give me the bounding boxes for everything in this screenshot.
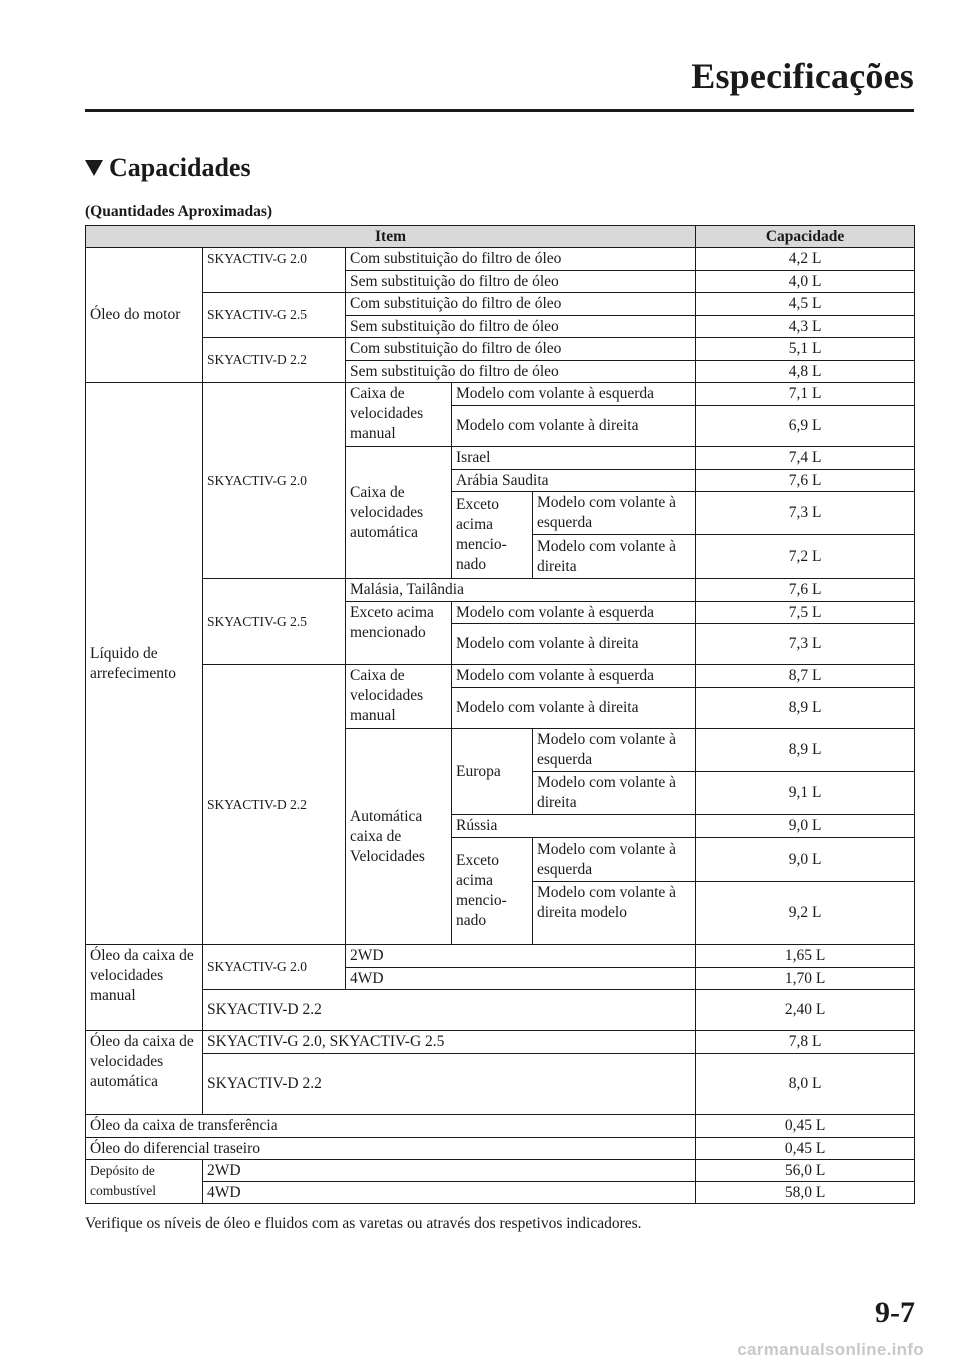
column-header-capacity: Capacidade [696,226,915,248]
column-header-item: Item [86,226,696,248]
page-header-title: Especificações [691,56,914,96]
table-row [86,579,915,602]
item-cell: Modelo com volante à esquerda [452,665,696,688]
category-cell: Óleo do motor [86,248,203,383]
item-cell: Modelo com volante à direita [452,688,696,729]
capacity-cell: 4,5 L [696,293,915,316]
capacity-cell: 9,0 L [696,838,915,882]
item-cell: 4WD [203,1182,696,1204]
capacity-cell: 0,45 L [696,1138,915,1160]
item-cell: Óleo da caixa de transferência [86,1115,696,1138]
item-cell: Modelo com volante à esquerda [452,602,696,624]
capacity-cell: 4,2 L [696,248,915,271]
capacity-cell: 6,9 L [696,406,915,447]
capacity-cell: 7,8 L [696,1031,915,1054]
table-row [86,1115,915,1138]
transmission-cell: Caixa de velocidades manual [346,383,452,447]
capacity-cell: 7,2 L [696,535,915,579]
item-cell: Malásia, Tailândia [346,579,696,602]
category-cell: Óleo da caixa de velocidades automática [86,1031,203,1115]
item-cell: Modelo com volante à esquerda [533,838,696,882]
capacity-cell: 7,4 L [696,447,915,470]
page-number: 9-7 [875,1296,915,1329]
region-cell: Europa [452,729,533,815]
category-cell: Depósito de combustível [86,1160,203,1204]
item-cell: SKYACTIV-D 2.2 [203,990,696,1031]
item-cell: Modelo com volante à direita [452,624,696,665]
capacity-cell: 4,3 L [696,316,915,338]
table-row [86,945,915,968]
section-subtitle: (Quantidades Aproximadas) [85,203,273,220]
item-cell: 4WD [346,968,696,990]
engine-cell: SKYACTIV-D 2.2 [203,338,346,383]
capacity-cell: 5,1 L [696,338,915,361]
capacity-cell: 7,6 L [696,579,915,602]
capacity-cell: 4,8 L [696,361,915,383]
engine-cell: SKYACTIV-G 2.5 [203,293,346,338]
item-cell: Com substituição do filtro de óleo [346,293,696,316]
table-header-row [86,226,915,248]
table-row [86,338,915,361]
capacity-cell: 8,9 L [696,729,915,772]
transmission-cell: Caixa de velocidades manual [346,665,452,729]
item-cell: 2WD [203,1160,696,1182]
item-cell: Modelo com volante à direita modelo [533,882,696,945]
capacity-cell: 56,0 L [696,1160,915,1182]
capacity-cell: 7,3 L [696,624,915,665]
item-cell: Arábia Saudita [452,470,696,492]
table-row [86,665,915,688]
section-title [85,155,251,181]
item-cell: SKYACTIV-G 2.0, SKYACTIV-G 2.5 [203,1031,696,1054]
item-cell: 2WD [346,945,696,968]
capacity-cell: 0,45 L [696,1115,915,1138]
capacity-cell: 1,70 L [696,968,915,990]
table-row [86,990,915,1031]
item-cell: Sem substituição do filtro de óleo [346,361,696,383]
item-cell: Modelo com volante à esquerda [452,383,696,406]
table-row [86,383,915,406]
region-cell: Exceto acima mencio- nado [452,838,533,945]
table-row [86,1031,915,1054]
transmission-cell: Automática caixa de Velocidades [346,729,452,945]
table-row [86,1182,915,1204]
capacity-cell: 8,0 L [696,1054,915,1115]
transmission-cell: Caixa de velocidades automática [346,447,452,579]
triangle-down-icon [85,160,103,176]
engine-cell: SKYACTIV-G 2.5 [203,579,346,665]
capacity-cell: 7,1 L [696,383,915,406]
item-cell: Com substituição do filtro de óleo [346,338,696,361]
engine-cell: SKYACTIV-G 2.0 [203,383,346,579]
item-cell: Com substituição do filtro de óleo [346,248,696,271]
engine-cell: SKYACTIV-D 2.2 [203,665,346,945]
capacity-cell: 58,0 L [696,1182,915,1204]
item-cell: Modelo com volante à esquerda [533,729,696,772]
item-cell: Modelo com volante à direita [533,535,696,579]
capacities-table [85,225,915,1204]
item-cell: Sem substituição do filtro de óleo [346,271,696,293]
table-row [86,293,915,316]
footnote: Verifique os níveis de óleo e fluidos com as varetas ou através dos respetivos indicadores. [85,1215,642,1232]
capacity-cell: 8,7 L [696,665,915,688]
capacity-cell: 7,6 L [696,470,915,492]
engine-cell: SKYACTIV-G 2.0 [203,945,346,990]
capacity-cell: 2,40 L [696,990,915,1031]
header-divider [85,109,914,112]
capacity-cell: 9,2 L [696,882,915,945]
item-cell: Modelo com volante à esquerda [533,492,696,535]
category-cell: Líquido de arrefecimento [86,383,203,945]
item-cell: Óleo do diferencial traseiro [86,1138,696,1160]
capacity-cell: 7,3 L [696,492,915,535]
engine-cell: SKYACTIV-G 2.0 [203,248,346,293]
capacity-cell: 7,5 L [696,602,915,624]
capacity-cell: 9,0 L [696,815,915,838]
item-cell: SKYACTIV-D 2.2 [203,1054,696,1115]
region-cell: Exceto acima mencio- nado [452,492,533,579]
item-cell: Modelo com volante à direita [452,406,696,447]
item-cell: Rússia [452,815,696,838]
capacity-cell: 1,65 L [696,945,915,968]
item-cell: Modelo com volante à direita [533,772,696,815]
item-cell: Sem substituição do filtro de óleo [346,316,696,338]
capacity-cell: 4,0 L [696,271,915,293]
watermark: carmanualsonline.info [737,1340,924,1359]
section-title-text: Capacidades [109,153,251,182]
capacity-cell: 9,1 L [696,772,915,815]
table-row [86,1138,915,1160]
item-cell: Israel [452,447,696,470]
capacity-cell: 8,9 L [696,688,915,729]
region-cell: Exceto acima mencionado [346,602,452,665]
table-row [86,1160,915,1182]
table-row [86,1054,915,1115]
category-cell: Óleo da caixa de velocidades manual [86,945,203,1031]
table-row [86,248,915,271]
